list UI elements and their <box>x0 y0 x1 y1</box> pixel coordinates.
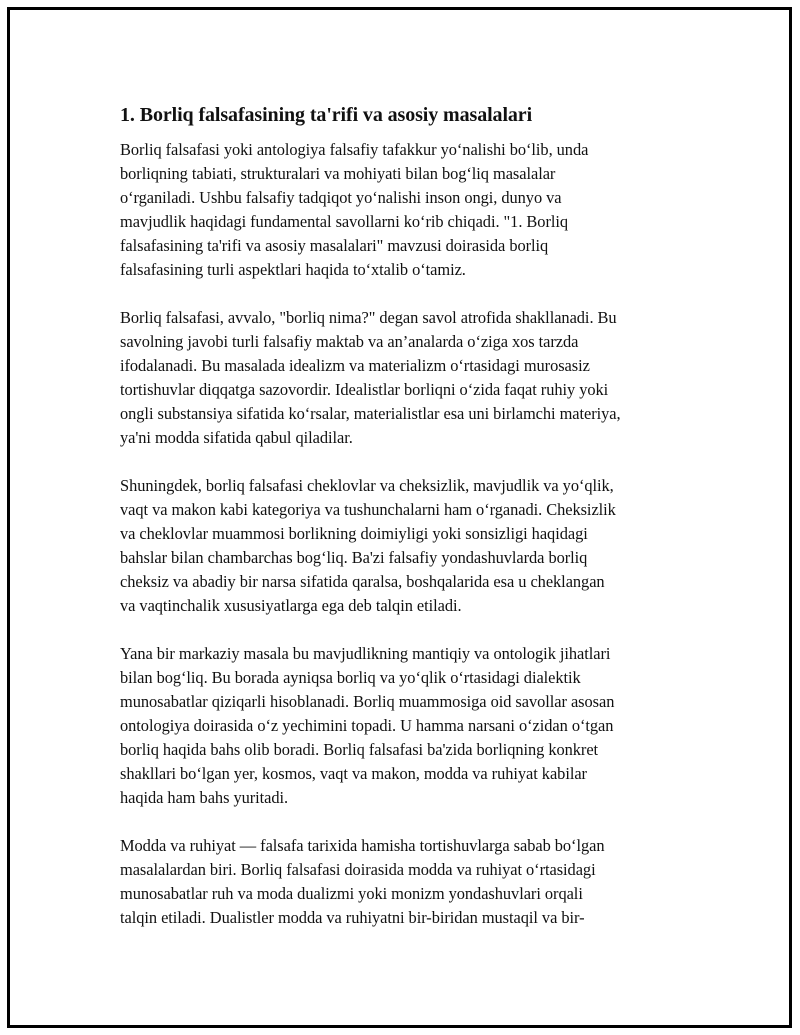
text-line: savolning javobi turli falsafiy maktab va an’analarda o‘ziga xos tarzda <box>120 332 579 351</box>
paragraph-5 <box>120 834 700 930</box>
text-line: va vaqtinchalik xususiyatlarga ega deb talqin etiladi. <box>120 596 462 615</box>
text-line: Yana bir markaziy masala bu mavjudlikning mantiqiy va ontologik jihatlari <box>120 644 611 663</box>
text-line: munosabatlar ruh va moda dualizmi yoki monizm yondashuvlari orqali <box>120 884 583 903</box>
text-line: o‘rganiladi. Ushbu falsafiy tadqiqot yo‘nalishi inson ongi, dunyo va <box>120 188 562 207</box>
text-line: va cheklovlar muammosi borlikning doimiyligi yoki sonsizligi haqidagi <box>120 524 588 543</box>
document-body <box>120 102 700 954</box>
text-line: Borliq falsafasi yoki antologiya falsafiy tafakkur yo‘nalishi bo‘lib, unda <box>120 140 589 159</box>
text-line: bilan bog‘liq. Bu borada ayniqsa borliq va yo‘qlik o‘rtasidagi dialektik <box>120 668 581 687</box>
text-line: ontologiya doirasida o‘z yechimini topadi. U hamma narsani o‘zidan o‘tgan <box>120 716 614 735</box>
text-line: talqin etiladi. Dualistler modda va ruhiyatni bir-biridan mustaqil va bir- <box>120 908 585 927</box>
text-line: mavjudlik haqidagi fundamental savollarni ko‘rib chiqadi. "1. Borliq <box>120 212 569 231</box>
text-line: falsafasining turli aspektlari haqida to‘xtalib o‘tamiz. <box>120 260 466 279</box>
text-line: tortishuvlar diqqatga sazovordir. Idealistlar borliqni o‘zida faqat ruhiy yoki <box>120 380 609 399</box>
text-line: Borliq falsafasi, avvalo, "borliq nima?" degan savol atrofida shakllanadi. Bu <box>120 308 617 327</box>
text-line: munosabatlar qiziqarli hisoblanadi. Borliq muammosiga oid savollar asosan <box>120 692 615 711</box>
text-line: masalalardan biri. Borliq falsafasi doirasida modda va ruhiyat o‘rtasidagi <box>120 860 596 879</box>
paragraph-3 <box>120 474 700 618</box>
section-heading: 1. Borliq falsafasining ta'rifi va asosiy masalalari <box>120 104 533 126</box>
text-line: falsafasining ta'rifi va asosiy masalalari" mavzusi doirasida borliq <box>120 236 549 255</box>
text-line: haqida ham bahs yuritadi. <box>120 788 289 807</box>
text-line: Shuningdek, borliq falsafasi cheklovlar va cheksizlik, mavjudlik va yo‘qlik, <box>120 476 614 495</box>
paragraph-2 <box>120 306 700 450</box>
paragraph-1 <box>120 138 700 282</box>
text-line: ifodalanadi. Bu masalada idealizm va materializm o‘rtasidagi murosasiz <box>120 356 590 375</box>
text-line: borliq haqida bahs olib boradi. Borliq falsafasi ba'zida borliqning konkret <box>120 740 599 759</box>
text-line: shakllari bo‘lgan yer, kosmos, vaqt va makon, modda va ruhiyat kabilar <box>120 764 587 783</box>
text-line: vaqt va makon kabi kategoriya va tushunchalarni ham o‘rganadi. Cheksizlik <box>120 500 616 519</box>
page-frame <box>7 7 792 1028</box>
text-line: bahslar bilan chambarchas bog‘liq. Ba'zi falsafiy yondashuvlarda borliq <box>120 548 588 567</box>
text-line: ongli substansiya sifatida ko‘rsalar, materialistlar esa uni birlamchi materiya, <box>120 404 621 423</box>
text-line: cheksiz va abadiy bir narsa sifatida qaralsa, boshqalarida esa u cheklangan <box>120 572 605 591</box>
text-line: ya'ni modda sifatida qabul qiladilar. <box>120 428 353 447</box>
text-line: Modda va ruhiyat — falsafa tarixida hamisha tortishuvlarga sabab bo‘lgan <box>120 836 605 855</box>
text-line: borliqning tabiati, strukturalari va mohiyati bilan bog‘liq masalalar <box>120 164 556 183</box>
paragraph-4 <box>120 642 700 810</box>
